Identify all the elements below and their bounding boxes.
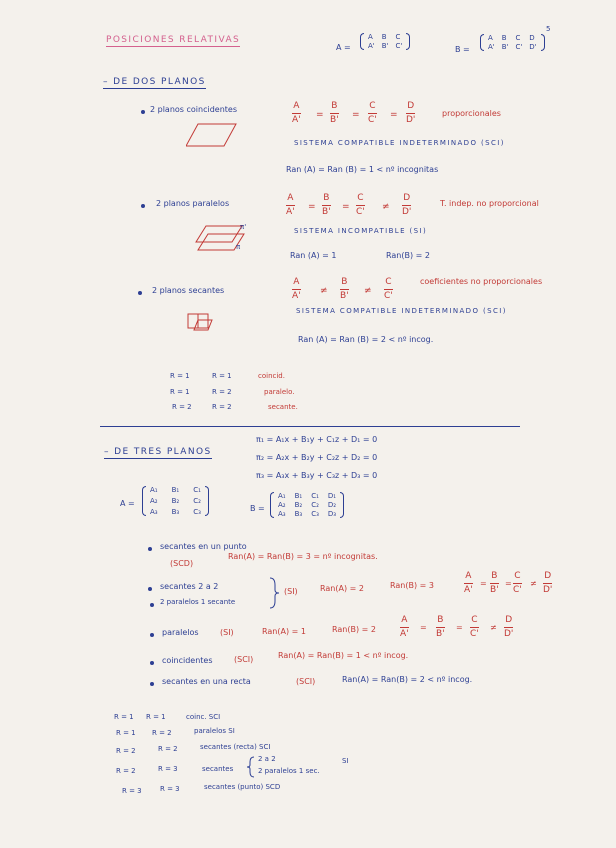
bullet [150,661,154,665]
operator: ≠ [490,623,497,632]
fraction: D D' [406,101,416,125]
summary-rank-a: R = 3 [122,787,142,795]
summary-rank-b: R = 2 [212,403,232,411]
matrix-cell: C₁ [311,492,319,500]
plane-label: π' [240,223,247,231]
bullet [141,204,145,208]
bullet [150,682,154,686]
matrix-cell: A' [368,42,375,50]
fraction: C C' [356,193,365,217]
matrix-a-label: A = [120,499,135,508]
matrix-cell: C' [395,42,403,50]
rank-statement: Ran(A) = Ran(B) = 1 < nº incog. [278,651,409,660]
fraction: B B' [330,101,339,125]
system-type: (SCD) [170,559,194,568]
header-matrix-a [360,33,410,50]
note-proporcionales: proporcionales [442,109,501,118]
rank-statement: Ran(A) = Ran(B) = 3 = nº incognitas. [228,552,378,561]
item-paralelos: paralelos [162,628,199,637]
system-type: (SI) [284,587,298,596]
matrix-a-label: A = [336,43,351,52]
item-secantes-recta: secantes en una recta [162,677,251,686]
rank-b: Ran(B) = 3 [390,581,434,590]
matrix-cell: A₂ [150,497,158,505]
matrix-cell: A₁ [278,492,286,500]
summary-result: paralelo. [264,388,295,396]
plane-equation: π₃ = A₃x + B₃y + C₃z + D₃ = 0 [256,471,378,480]
matrix-cell: C₃ [193,508,201,516]
system-type: (SCI) [296,677,316,686]
summary-result: SI [342,757,349,765]
matrix-cell: A₂ [278,501,286,509]
rank-a: Ran(A) = 1 [262,627,306,636]
fraction: C C' [368,101,377,125]
system-type: (SCI) [234,655,254,664]
curly-brace [268,577,280,609]
note-coeficientes: coeficientes no proporcionales [420,277,543,286]
matrix-b-label: B = [250,504,265,513]
summary-result: 2 a 2 [258,755,276,763]
bullet-secantes: 2 planos secantes [152,286,225,295]
fraction: A A' [292,277,301,301]
rank-b: Ran(B) = 2 [386,251,430,260]
plane-equation: π₂ = A₂x + B₂y + C₂z + D₂ = 0 [256,453,378,462]
section-heading-tres-planos: – DE TRES PLANOS [104,447,212,457]
matrix-cell: A₃ [150,508,158,516]
bullet-coincidentes: 2 planos coincidentes [150,105,238,114]
fraction: B B' [490,571,499,595]
bullet-paralelos: 2 planos paralelos [156,199,230,208]
matrix-cell: C [395,33,401,41]
fraction: C C' [384,277,393,301]
page-mark: 5 [546,25,551,33]
tres-matrix-b [270,492,344,518]
rank-a: Ran(A) = 2 [320,584,364,593]
bullet [150,633,154,637]
curly-brace [246,756,256,778]
rank-statement: Ran (A) = Ran (B) = 1 < nº incognitas [286,165,439,174]
matrix-cell: C₂ [193,497,201,505]
fraction: A A' [286,193,295,217]
operator: = [480,579,487,588]
summary-rank-b: R = 2 [158,745,178,753]
fraction: B B' [340,277,349,301]
system-type: (SI) [220,628,234,637]
matrix-cell: B' [501,43,509,51]
operator: ≠ [364,286,372,296]
summary-result: coincid. [258,372,285,380]
summary-rank-a: R = 1 [170,372,190,380]
fraction: A A' [400,615,409,639]
operator: = [342,202,350,212]
bullet [138,291,142,295]
matrix-cell: B₃ [171,508,180,516]
summary-result: coinc. SCI [186,713,221,721]
fraction: C C' [470,615,479,639]
plane-label: π [236,243,241,251]
rank-statement: Ran(A) = Ran(B) = 2 < nº incog. [342,675,473,684]
summary-result: 2 paralelos 1 sec. [258,767,320,775]
summary-rank-a: R = 2 [116,747,136,755]
matrix-cell: B' [381,42,389,50]
matrix-cell: B₃ [294,510,303,518]
matrix-cell: B₂ [171,497,180,505]
summary-result: secantes (punto) SCD [204,783,281,791]
plane-equation: π₁ = A₁x + B₁y + C₁z + D₁ = 0 [256,435,378,444]
summary-rank-b: R = 2 [152,729,172,737]
bullet [141,110,145,114]
rank-a: Ran (A) = 1 [290,251,337,260]
summary-result: secantes [202,765,234,773]
rank-b: Ran(B) = 2 [332,625,376,634]
page-title: POSICIONES RELATIVAS [106,35,241,45]
bullet [148,547,152,551]
summary-rank-a: R = 2 [116,767,136,775]
matrix-cell: A [368,33,373,41]
summary-rank-b: R = 1 [146,713,166,721]
operator: = [316,110,324,120]
operator: = [420,623,427,632]
matrix-cell: C₁ [193,486,201,494]
matrix-cell: B₁ [171,486,180,494]
fraction: A A' [292,101,301,125]
matrix-cell: A₁ [150,486,158,494]
tres-matrix-a [142,486,209,516]
summary-rank-b: R = 3 [158,765,178,773]
operator: ≠ [382,202,390,212]
summary-rank-a: R = 1 [170,388,190,396]
matrix-cell: D₂ [327,501,337,509]
matrix-cell: B₁ [294,492,303,500]
coincident-planes-figure [186,122,238,148]
matrix-cell: D [529,34,535,42]
section-heading-dos-planos: – DE DOS PLANOS [103,77,206,87]
matrix-cell: C' [515,43,523,51]
matrix-cell: A [488,34,493,42]
note-indep: T. indep. no proporcional [440,199,539,208]
fraction: D D' [543,571,553,595]
operator: = [505,579,512,588]
summary-rank-b: R = 2 [212,388,232,396]
item-paralelos-secante: 2 paralelos 1 secante [160,598,236,606]
item-coincidentes: coincidentes [162,656,213,665]
system-type: SISTEMA COMPATIBLE INDETERMINADO (SCI) [296,307,507,315]
system-type: SISTEMA COMPATIBLE INDETERMINADO (SCI) [294,139,505,147]
summary-result: paralelos SI [194,727,235,735]
header-matrix-b [480,34,545,51]
operator: ≠ [320,286,328,296]
fraction: B B' [436,615,445,639]
bullet [150,603,154,607]
fraction: A A' [464,571,473,595]
summary-result: secante. [268,403,298,411]
summary-rank-b: R = 3 [160,785,180,793]
fraction: D D' [504,615,514,639]
fraction: B B' [322,193,331,217]
matrix-cell: B₂ [294,501,303,509]
bullet [148,587,152,591]
matrix-cell: D₁ [327,492,337,500]
fraction: D D' [402,193,412,217]
item-secantes-punto: secantes en un punto [160,542,247,551]
matrix-cell: D₃ [327,510,337,518]
summary-rank-b: R = 1 [212,372,232,380]
operator: ≠ [530,579,537,588]
matrix-b-label: B = [455,45,470,54]
matrix-cell: C₂ [311,501,319,509]
operator: = [456,623,463,632]
item-secantes-2a2: secantes 2 a 2 [160,582,219,591]
section-divider [100,426,520,427]
summary-rank-a: R = 2 [172,403,192,411]
summary-result: secantes (recta) SCI [200,743,271,751]
matrix-cell: A₃ [278,510,286,518]
system-type: SISTEMA INCOMPATIBLE (SI) [294,227,428,235]
rank-statement: Ran (A) = Ran (B) = 2 < nº incog. [298,335,434,344]
operator: = [390,110,398,120]
summary-rank-a: R = 1 [114,713,134,721]
secant-planes-figure [186,310,216,334]
matrix-cell: A' [488,43,495,51]
operator: = [352,110,360,120]
fraction: C C' [513,571,522,595]
matrix-cell: C₃ [311,510,319,518]
matrix-cell: D' [529,43,537,51]
matrix-cell: C [515,34,521,42]
matrix-cell: B [381,33,387,41]
summary-rank-a: R = 1 [116,729,136,737]
operator: = [308,202,316,212]
matrix-cell: B [501,34,507,42]
